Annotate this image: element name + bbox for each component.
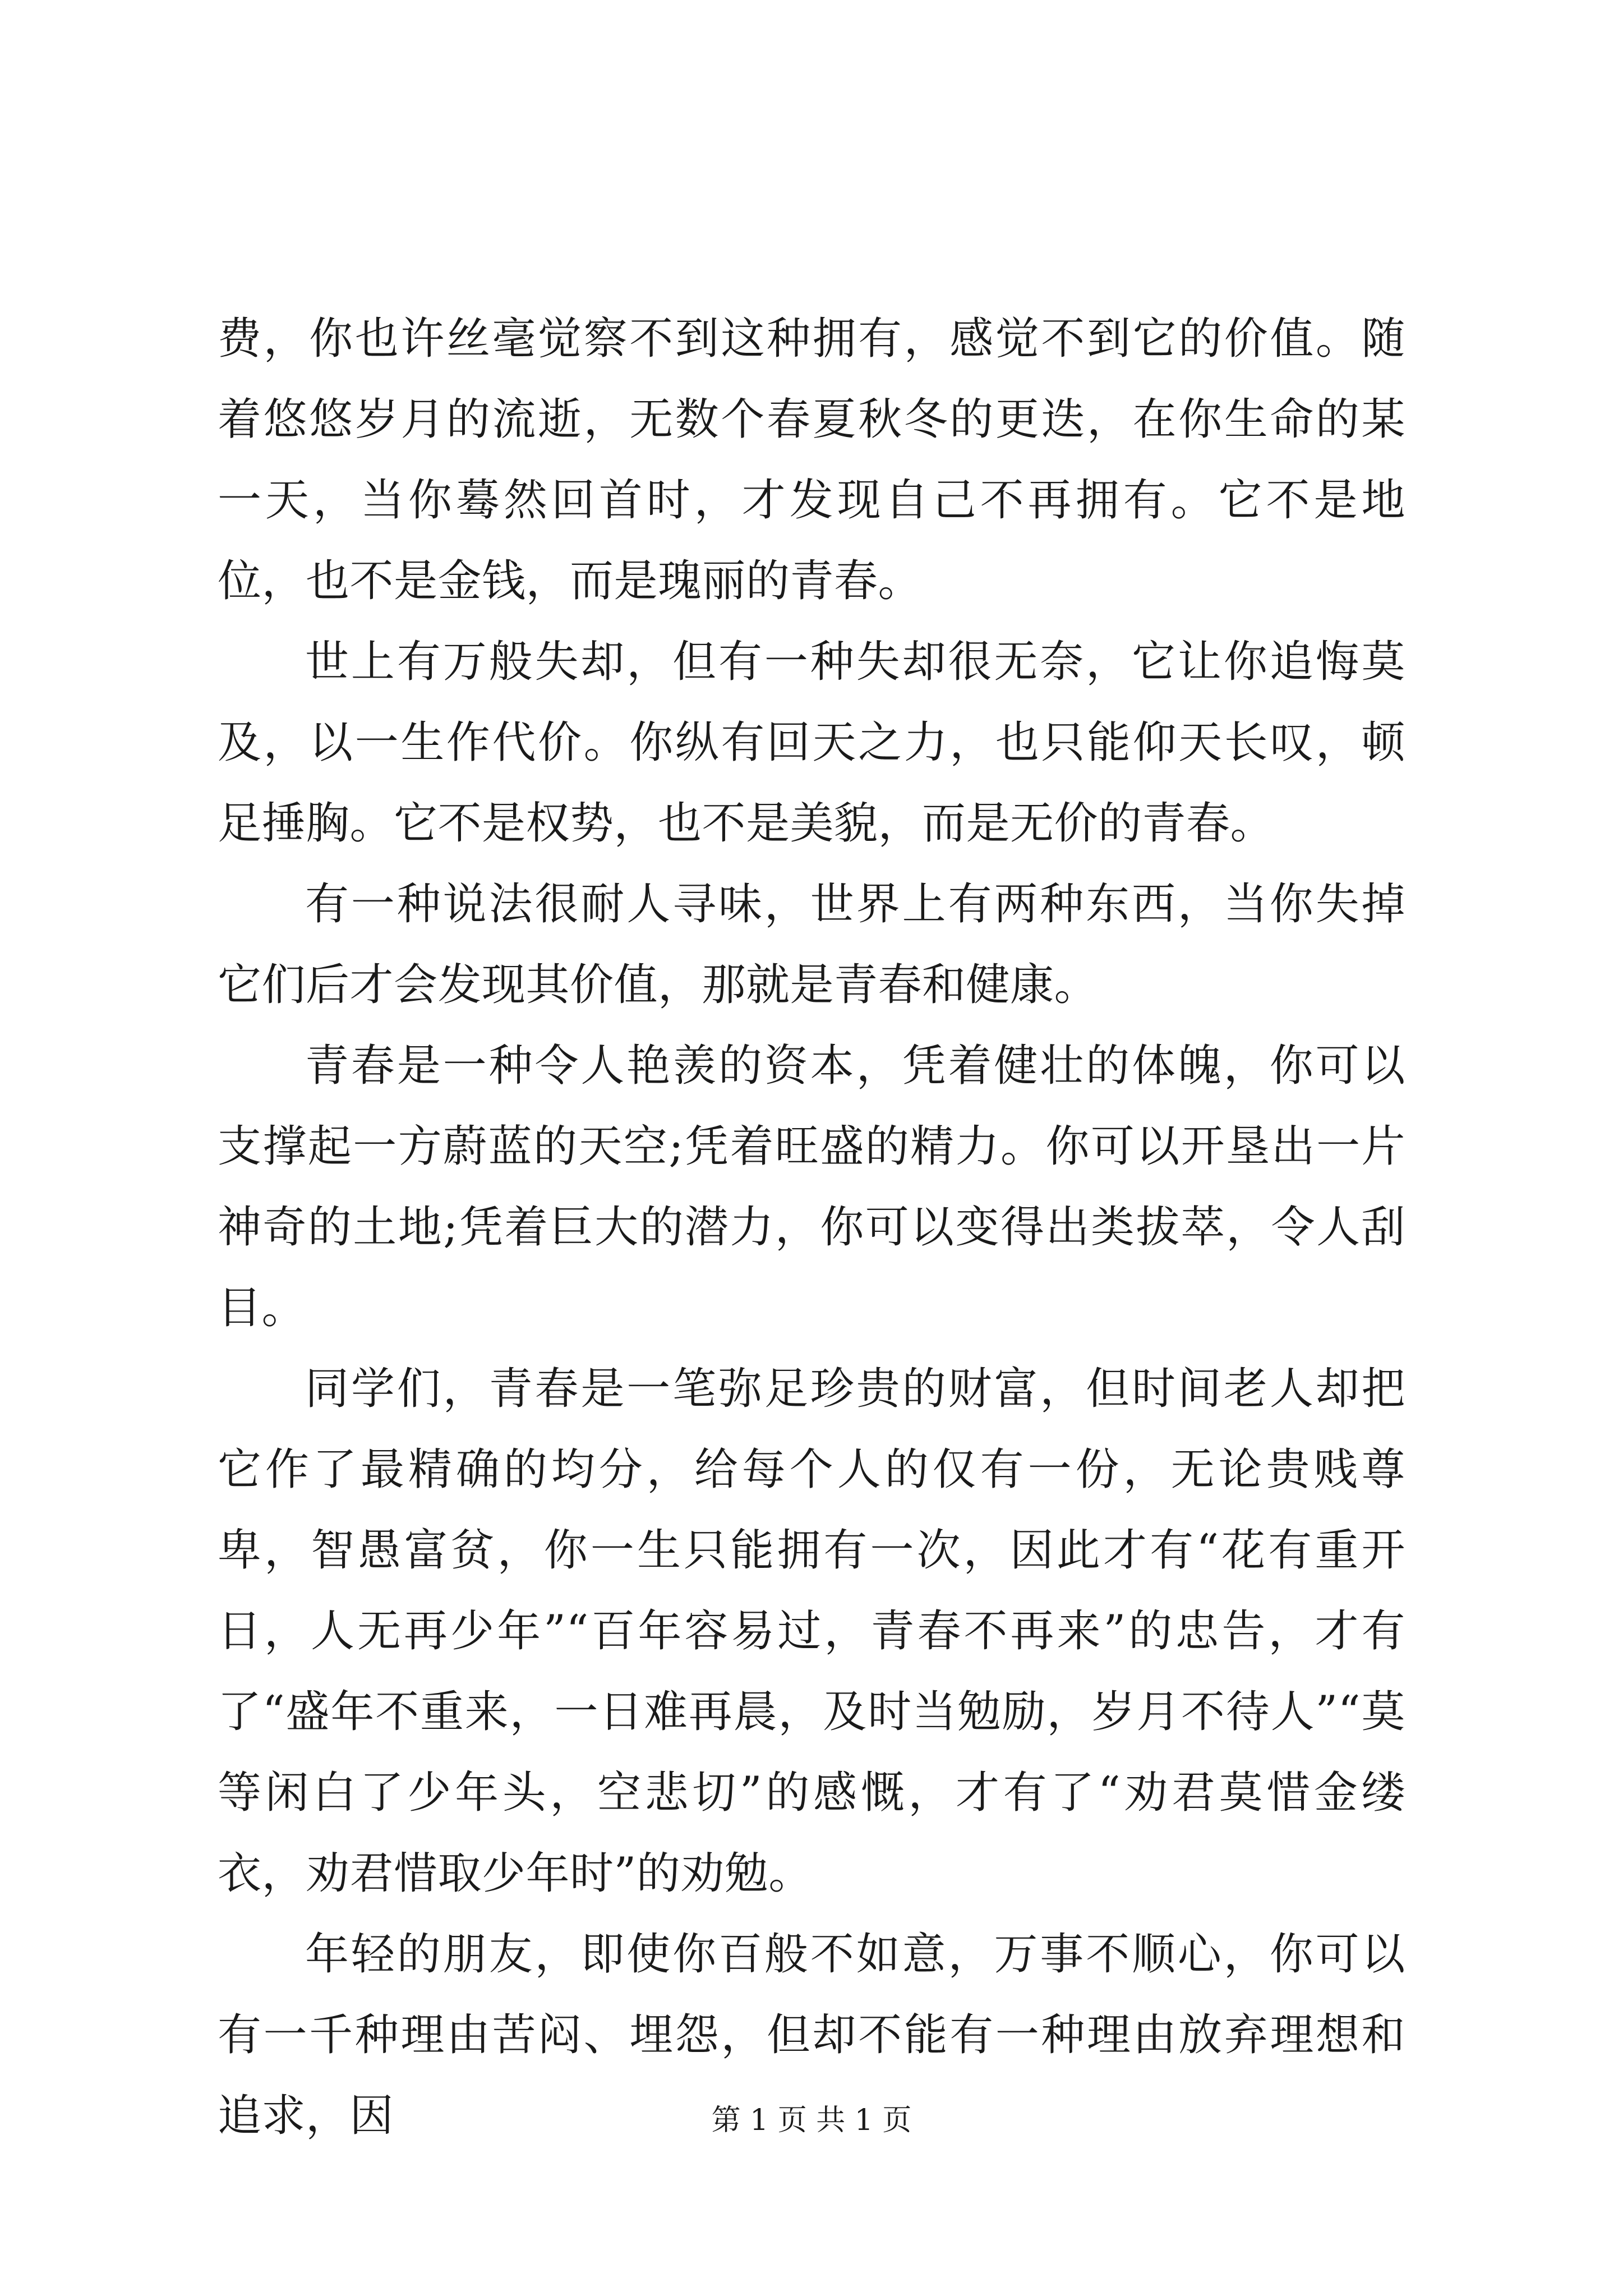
paragraph-1: 费，你也许丝毫觉察不到这种拥有，感觉不到它的价值。随着悠悠岁月的流逝，无数个春夏秋冬的更迭，在你生命的某一天，当你蓦然回首时，才发现自己不再拥有。它不是地位，也不是金钱，而是瑰丽的青春。 bbox=[218, 314, 1405, 606]
paragraph-5: 同学们，青春是一笔弥足珍贵的财富，但时间老人却把它作了最精确的均分，给每个人的仅有一份，无论贵贱尊卑，智愚富贫，你一生只能拥有一次，因此才有“花有重开日，人无再少年”“百年容易过，青春不再来”的忠告，才有了“盛年不重来，一日难再晨，及时当勉励，岁月不待人”“莫等闲白了少年头，空悲切”的感慨，才有了“劝君莫惜金缕衣，劝君惜取少年时”的劝勉。 bbox=[218, 1364, 1405, 1899]
paragraph-4: 青春是一种令人艳羡的资本，凭着健壮的体魄，你可以支撑起一方蔚蓝的天空;凭着旺盛的精力。你可以开垦出一片神奇的土地;凭着巨大的潜力，你可以变得出类拔萃，令人刮目。 bbox=[218, 1041, 1405, 1333]
paragraph-6: 年轻的朋友，即使你百般不如意，万事不顺心，你可以有一千种理由苦闷、埋怨，但却不能有一种理由放弃理想和追求，因 bbox=[218, 1929, 1405, 2141]
paragraph-3: 有一种说法很耐人寻味，世界上有两种东西，当你失掉它们后才会发现其价值，那就是青春和健康。 bbox=[218, 879, 1405, 1010]
paragraph-2: 世上有万般失却，但有一种失却很无奈，它让你追悔莫及，以一生作代价。你纵有回天之力，也只能仰天长叹，顿足捶胸。它不是权势，也不是美貌，而是无价的青春。 bbox=[218, 637, 1405, 849]
page-number-footer: 第 1 页 共 1 页 bbox=[711, 2104, 912, 2137]
body-text bbox=[218, 298, 1405, 2156]
